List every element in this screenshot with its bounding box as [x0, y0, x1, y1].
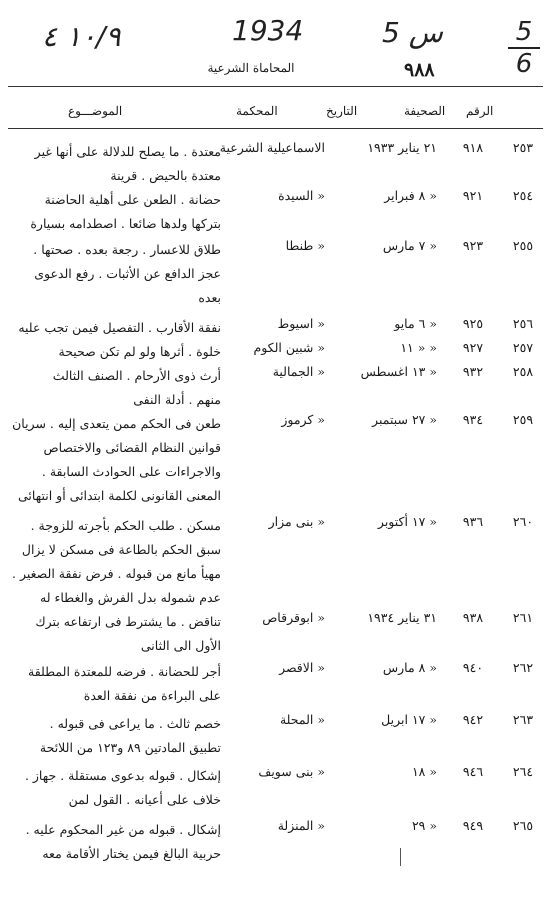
row-page: ٩٢٥ — [462, 316, 484, 331]
row-date: ٢١ يناير ١٩٣٣ — [367, 140, 437, 155]
row-court: الاسماعيلية الشرعية — [219, 140, 325, 155]
topic-line: تطبيق المادتين ٨٩ و١٢٣ من اللائحة — [39, 740, 221, 755]
header-rule — [8, 86, 543, 87]
topic-line: معتدة بالحيض . قرينة — [110, 168, 221, 183]
row-date: « ١٨ — [411, 764, 437, 779]
row-number: ٢٦٣ — [512, 712, 534, 727]
handwritten-code: س 5 — [382, 16, 443, 49]
topic-line: عدم شموله بدل الفرش والغطاء له — [40, 590, 221, 605]
running-header: المحاماة الشرعية — [207, 61, 295, 75]
row-court: « الاقصر — [279, 660, 325, 675]
row-date: « ٢٧ سبتمبر — [372, 412, 437, 427]
row-page: ٩١٨ — [462, 140, 484, 155]
margin-mark — [400, 848, 401, 866]
row-date: « ١٣ اغسطس — [360, 364, 437, 379]
row-topic — [9, 818, 221, 866]
row-court: « شبين الكوم — [253, 340, 325, 355]
column-header-page: الصحيفة — [404, 104, 446, 118]
row-court: « المحلة — [279, 712, 325, 727]
row-court: « ابوقرقاص — [262, 610, 325, 625]
row-date: « ١٧ ابريل — [381, 712, 437, 727]
topic-line: سبق الحكم بالطاعة فى مسكن لا يزال — [21, 542, 221, 557]
row-date: « ٨ فبراير — [384, 188, 437, 203]
row-date: « ٦ مايو — [394, 316, 437, 331]
row-page: ٩٤٢ — [462, 712, 484, 727]
topic-line: بعده — [198, 290, 221, 305]
topic-line: خلوة . أثرها ولو لم تكن صحيحة — [58, 344, 221, 359]
topic-line: الأول الى الثانى — [140, 638, 221, 653]
row-court: « السيدة — [278, 188, 325, 203]
column-header-date: التاريخ — [326, 104, 358, 118]
topic-line: تناقض . ما يشترط فى ارتفاعه بترك — [35, 614, 221, 629]
fraction-bottom: 6 — [515, 49, 533, 79]
row-number: ٢٥٨ — [512, 364, 534, 379]
topic-line: أجر للحضانة . فرضه للمعتدة المطلقة — [28, 664, 221, 679]
row-date: « « ١١ — [400, 340, 437, 355]
row-number: ٢٦٢ — [512, 660, 534, 675]
topic-line: والاجراءات على الحوادث السابقة . — [41, 464, 221, 479]
topic-line: مسكن . طلب الحكم بأجرته للزوجة . — [30, 518, 221, 533]
handwritten-year: 1934 — [232, 14, 304, 47]
row-number: ٢٦٠ — [512, 514, 534, 529]
topic-line: إشكال . قبوله بدعوى مستقلة . جهاز . — [24, 768, 221, 783]
row-court: « اسيوط — [277, 316, 325, 331]
row-number: ٢٥٤ — [512, 188, 534, 203]
row-page: ٩٣٦ — [462, 514, 484, 529]
row-court: « الجمالية — [272, 364, 325, 379]
row-number: ٢٥٥ — [512, 238, 534, 253]
handwritten-fraction — [506, 18, 542, 78]
row-date: « ٢٩ — [411, 818, 437, 833]
row-date: « ٧ مارس — [382, 238, 437, 253]
row-topic — [9, 712, 221, 760]
row-page: ٩٤٠ — [462, 660, 484, 675]
row-page: ٩٣٨ — [462, 610, 484, 625]
page-number: ٩٨٨ — [404, 59, 435, 81]
row-page: ٩٣٤ — [462, 412, 484, 427]
topic-line: أرث ذوى الأرحام . الصنف الثالث — [52, 368, 221, 383]
row-topic — [9, 364, 221, 412]
topic-line: نفقة الأقارب . التفصيل فيمن تجب عليه — [18, 320, 221, 335]
row-court: « بنى سويف — [258, 764, 325, 779]
row-topic — [9, 412, 221, 508]
topic-line: إشكال . قبوله من غير المحكوم عليه . — [25, 822, 221, 837]
row-page: ٩٢٣ — [462, 238, 484, 253]
columns-rule — [8, 128, 543, 129]
row-number: ٢٥٣ — [512, 140, 534, 155]
topic-line: منهم . أدلة النفى — [133, 392, 221, 407]
row-number: ٢٥٩ — [512, 412, 534, 427]
topic-line: خلاف على أعيانه . القول لمن — [68, 792, 221, 807]
row-topic — [9, 610, 221, 658]
fraction-top: 5 — [515, 17, 533, 47]
row-page: ٩٤٦ — [462, 764, 484, 779]
row-date: « ٨ مارس — [382, 660, 437, 675]
row-topic — [9, 316, 221, 340]
row-page: ٩٣٢ — [462, 364, 484, 379]
row-court: « المنزلة — [277, 818, 325, 833]
row-date: ٣١ يناير ١٩٣٤ — [367, 610, 437, 625]
row-topic — [9, 340, 221, 364]
column-header-number: الرقم — [466, 104, 494, 118]
topic-line: مهيأ مانع من قبوله . فرض نفقة الصغير . — [12, 566, 221, 581]
row-page: ٩٢٧ — [462, 340, 484, 355]
topic-line: بتركها ولدها ضائعا . اصطدامه بسيارة — [30, 216, 221, 231]
topic-line: طعن فى الحكم ممن يتعدى إليه . سريان — [12, 416, 221, 431]
row-topic — [9, 514, 221, 610]
topic-line: حضانة . الطعن على أهلية الحاضنة — [44, 192, 221, 207]
topic-line: على البراءة من نفقة العدة — [83, 688, 221, 703]
row-topic — [9, 764, 221, 812]
row-number: ٢٥٦ — [512, 316, 534, 331]
row-number: ٢٦٤ — [512, 764, 534, 779]
topic-line: طلاق للاعسار . رجعة بعده . صحتها . — [33, 242, 221, 257]
row-topic — [9, 660, 221, 708]
row-topic — [9, 238, 221, 310]
row-page: ٩٤٩ — [462, 818, 484, 833]
row-court: « بنى مزار — [268, 514, 325, 529]
row-topic — [9, 188, 221, 236]
topic-line: حربية البالغ فيمن يختار الأقامة معه — [42, 846, 221, 861]
row-court: « طنطا — [285, 238, 325, 253]
row-date: « ١٧ أكتوبر — [377, 514, 437, 529]
handwritten-date: ١٠/٩ ٤ — [42, 20, 121, 53]
row-topic — [9, 140, 221, 188]
topic-line: خصم ثالث . ما يراعى فى قبوله . — [49, 716, 221, 731]
topic-line: عجز الدافع عن الأثبات . رفع الدعوى — [34, 266, 221, 281]
topic-line: المعنى القانونى لكلمة ابتدائى أو انتهائى — [18, 488, 221, 503]
row-number: ٢٥٧ — [512, 340, 534, 355]
row-court: « كرموز — [281, 412, 325, 427]
row-number: ٢٦١ — [512, 610, 534, 625]
topic-line: معتدة . ما يصلح للدلالة على أنها غير — [34, 144, 221, 159]
topic-line: قوانين النظام القضائى والاختصاص — [43, 440, 221, 455]
row-page: ٩٢١ — [462, 188, 484, 203]
row-number: ٢٦٥ — [512, 818, 534, 833]
column-header-court: المحكمة — [236, 104, 278, 118]
column-header-topic: الموضـــوع — [68, 104, 123, 118]
